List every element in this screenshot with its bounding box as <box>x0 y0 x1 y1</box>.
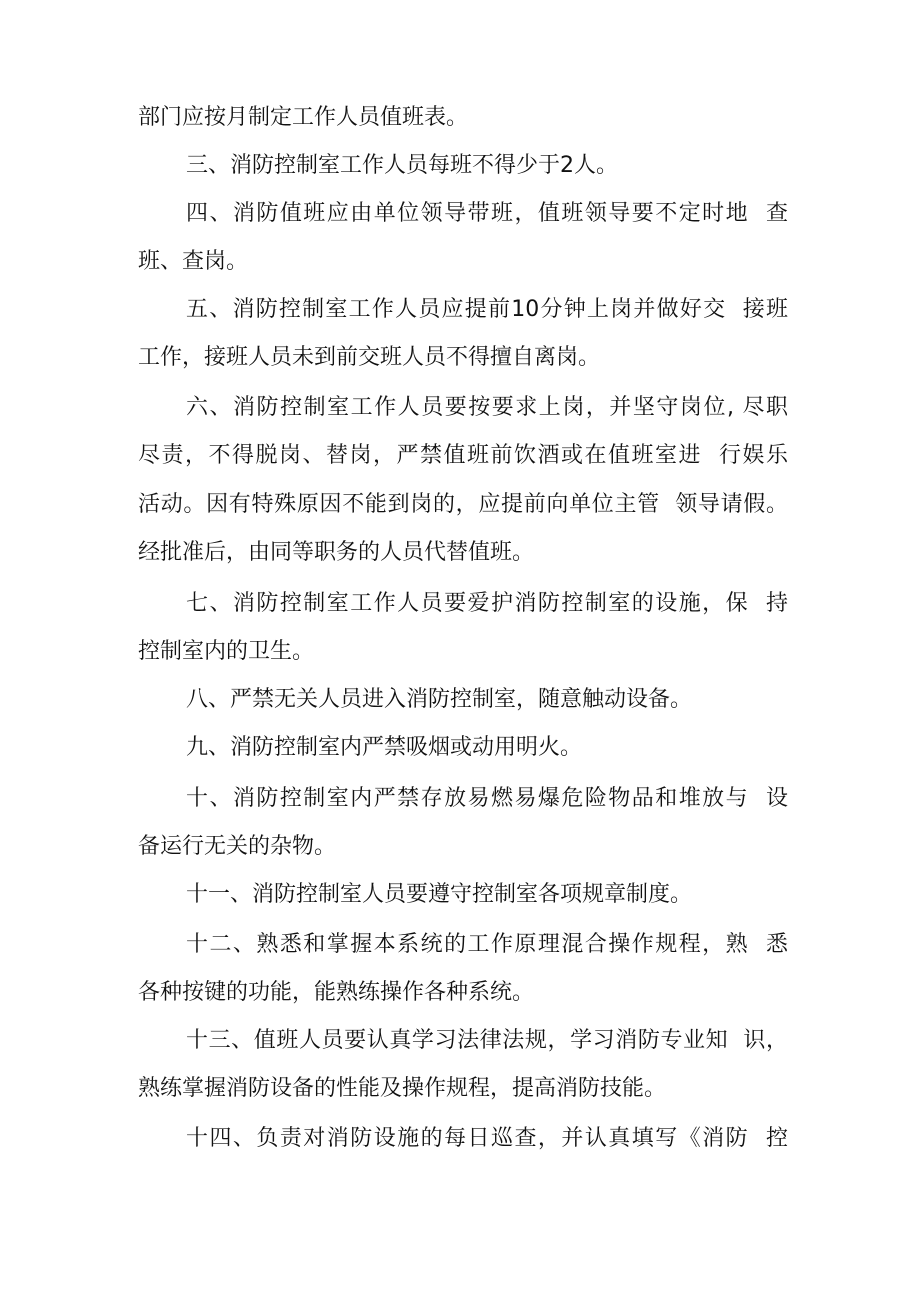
text-line: 备运行无关的杂物。 <box>138 834 337 859</box>
text-line: 活动。因有特殊原因不能到岗的，应提前向单位主管 领导请假。 <box>138 492 788 517</box>
text-line: 十二、熟悉和掌握本系统的工作原理混合操作规程，熟 悉 <box>186 932 788 957</box>
text-line: 控制室内的卫生。 <box>138 639 315 664</box>
text-line: 四、消防值班应由单位领导带班，值班领导要不定时地 查 <box>186 201 788 226</box>
text-line: 十一、消防控制室人员要遵守控制室各项规章制度。 <box>186 882 693 907</box>
text-line: 部门应按月制定工作人员值班表。 <box>138 105 469 130</box>
text-line: 经批准后，由同等职务的人员代替值班。 <box>138 540 535 565</box>
text-line: 尽责，不得脱岗、替岗，严禁值班前饮酒或在值班室进 行娱乐 <box>138 443 788 468</box>
text-line: 十、消防控制室内严禁存放易燃易爆危险物品和堆放与 设 <box>186 786 788 811</box>
text-line: 六、消防控制室工作人员要按要求上岗，并坚守岗位, 尽职 <box>186 395 788 420</box>
text-line: 班、查岗。 <box>138 249 249 274</box>
text-line: 九、消防控制室内严禁吸烟或动用明火。 <box>186 735 583 760</box>
text-line: 三、消防控制室工作人员每班不得少于2人。 <box>186 153 618 178</box>
text-line: 八、严禁无关人员进入消防控制室，随意触动设备。 <box>186 687 693 712</box>
text-line: 十三、值班人员要认真学习法律法规，学习消防专业知 识， <box>186 1028 788 1053</box>
text-line: 熟练掌握消防设备的性能及操作规程，提高消防技能。 <box>138 1076 667 1101</box>
text-line: 各种按键的功能，能熟练操作各种系统。 <box>138 980 535 1005</box>
text-line: 五、消防控制室工作人员应提前10分钟上岗并做好交 接班 <box>186 297 788 322</box>
text-line: 工作，接班人员未到前交班人员不得擅自离岗。 <box>138 345 601 370</box>
text-line: 七、消防控制室工作人员要爱护消防控制室的设施，保 持 <box>186 591 788 616</box>
text-line: 十四、负责对消防设施的每日巡查，并认真填写《消防 控 <box>186 1126 788 1151</box>
